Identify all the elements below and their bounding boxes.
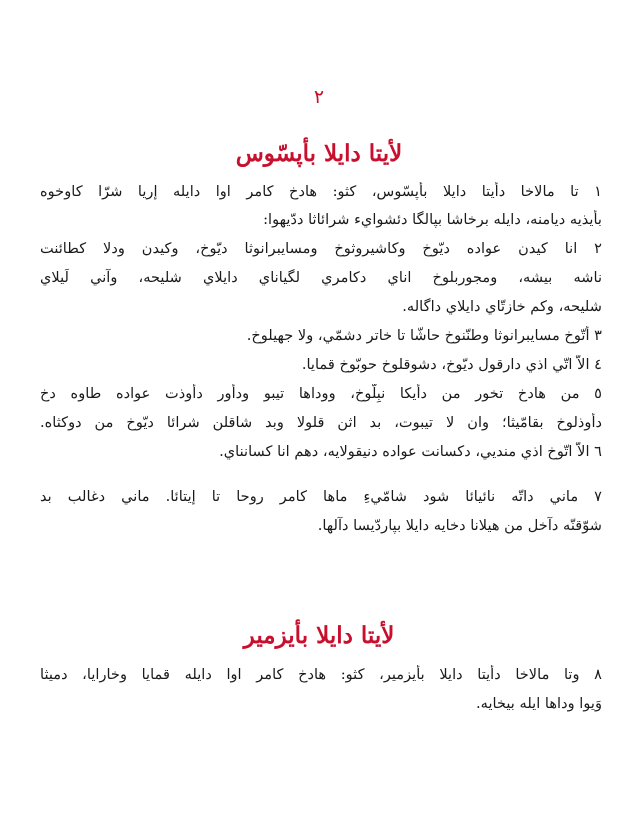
verse-line: شوّقنّه دآخل من هيلانا دخايه دايلا بپاردّيسا دآلها. (317, 517, 602, 534)
verse-line: شليحه، وكم خازتّاي دايلاي داگاله. (402, 298, 602, 315)
verse-line: ٥ من هادخ تخور من دأيكا نبِلّوخ، ووداها تيبو ودأور دأوذت عواده طاوه دخ (40, 385, 602, 402)
verse-line: ٨ وتا مالاخا دأيتا دايلا بأيزمير، كثو: هادخ كامر اوا دايله قمايا وخارايا، دميثا (40, 666, 602, 683)
verse-line: ٣ أتّوخ مسايبرانوثا وطنّنوخ حاشّا تا خاتر دشمّي، ولا جهيلوخ. (246, 327, 602, 344)
verse-line: ٤ الاّ اتّي اذي دارقول ديّوخ، دشوقلوخ حوبّوخ قمايا. (301, 356, 602, 373)
verse-line: ٦ الاّ اتّوخ اذي منديي، دكسانت عواده دنيقولايه، دهم انا كسانناي. (219, 443, 602, 460)
verse-line: دأوذلوخ بقامّيثا؛ وان لا تيبوت، بد اثن قلولا وبد شاقلن شرائا ديّوخ من دوكثاه. (40, 414, 602, 431)
verse-line: ٧ ماني داتّه نائيائا شود شامّيءِ ماها كامر روحا تا إيتائا. ماني دغالب بد (40, 488, 602, 505)
verse-line: ١ تا مالاخا دأيتا دايلا بأپسّوس، كثو: هادخ كامر اوا دايله إريا شرّا كاوخوه (40, 183, 602, 200)
page-number: ٢ (313, 86, 325, 108)
section-heading-smyrna: لأيتا دايلا بأيزمير (243, 622, 395, 649)
verse-line: ٢ انا كيدن عواده ديّوخ وكاشيروثوخ ومسايبرانوثا ديّوخ، وكيدن ودلا كطائنت (40, 240, 602, 257)
verse-line: ناشه بيشه، ومجوربلوخ اناي دكامري لگياناي دايلاي شليحه، وآني لَيلاي (40, 269, 602, 286)
section-heading-ephesus: لأيتا دايلا بأپسّوس (235, 140, 403, 167)
verse-line: بأيذيه ديامنه، دايله برخاشا بپالگا دئشوايء شرائاثا ددّيهوا: (263, 211, 602, 228)
verse-line: وَيوا وداها ايله بيخايه. (476, 695, 602, 712)
